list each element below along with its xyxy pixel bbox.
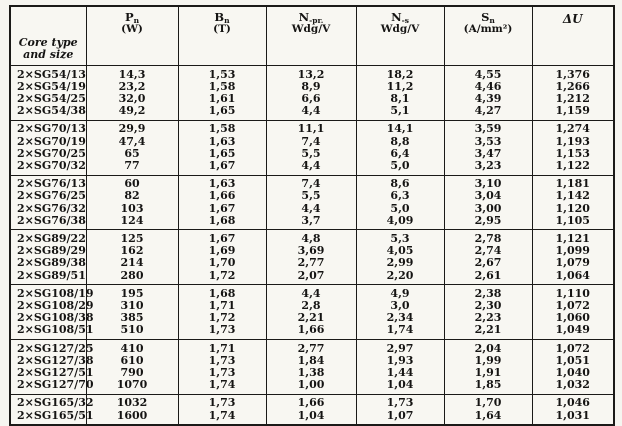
n-secondary-cell: 8,6 bbox=[356, 175, 444, 190]
n-secondary-cell: 1,93 bbox=[356, 355, 444, 367]
sn-cell: 1,85 bbox=[444, 379, 532, 394]
sn-cell: 2,30 bbox=[444, 300, 532, 312]
core-size: 108/19 bbox=[51, 286, 94, 300]
bn-cell: 1,65 bbox=[178, 148, 266, 160]
bn-cell: 1,63 bbox=[178, 136, 266, 148]
delta-u-cell: 1,193 bbox=[532, 136, 614, 148]
core-prefix: 2×SG bbox=[17, 146, 52, 160]
table-row bbox=[10, 230, 614, 245]
n-secondary-cell: 1,44 bbox=[356, 367, 444, 379]
delta-u-cell: 1,121 bbox=[532, 230, 614, 245]
core-type-cell bbox=[10, 105, 86, 120]
bn-cell: 1,73 bbox=[178, 367, 266, 379]
core-type-cell bbox=[10, 190, 86, 202]
core-size: 89/29 bbox=[51, 244, 86, 258]
pn-cell: 124 bbox=[86, 215, 178, 230]
n-secondary-cell: 2,99 bbox=[356, 257, 444, 269]
n-primary-cell: 1,38 bbox=[266, 367, 356, 379]
n-secondary-cell: 5,0 bbox=[356, 160, 444, 175]
sn-cell: 1,91 bbox=[444, 367, 532, 379]
core-size-group bbox=[10, 230, 614, 285]
core-size: 89/22 bbox=[51, 231, 86, 245]
core-prefix: 2×SG bbox=[17, 378, 52, 392]
core-prefix: 2×SG bbox=[17, 286, 52, 300]
bn-cell: 1,67 bbox=[178, 203, 266, 215]
core-prefix: 2×SG bbox=[17, 134, 52, 148]
core-prefix: 2×SG bbox=[17, 67, 52, 81]
n-primary-cell: 1,00 bbox=[266, 379, 356, 394]
bn-cell: 1,73 bbox=[178, 324, 266, 339]
n-secondary-cell: 3,0 bbox=[356, 300, 444, 312]
core-size: 76/32 bbox=[51, 201, 86, 215]
n-secondary-cell: 4,9 bbox=[356, 285, 444, 300]
header-row bbox=[10, 6, 614, 66]
sn-cell: 3,23 bbox=[444, 160, 532, 175]
table-row bbox=[10, 190, 614, 202]
core-prefix: 2×SG bbox=[17, 365, 52, 379]
sn-cell: 4,46 bbox=[444, 81, 532, 93]
n-secondary-cell: 6,4 bbox=[356, 148, 444, 160]
n-primary-cell: 5,5 bbox=[266, 190, 356, 202]
delta-u-cell: 1,120 bbox=[532, 203, 614, 215]
pn-cell: 410 bbox=[86, 340, 178, 355]
core-prefix: 2×SG bbox=[17, 256, 52, 270]
core-type-cell bbox=[10, 257, 86, 269]
core-prefix: 2×SG bbox=[17, 189, 52, 203]
core-type-cell bbox=[10, 120, 86, 135]
pn-cell: 510 bbox=[86, 324, 178, 339]
sn-cell: 3,04 bbox=[444, 190, 532, 202]
delta-u-cell: 1,266 bbox=[532, 81, 614, 93]
core-prefix: 2×SG bbox=[17, 201, 52, 215]
n-secondary-cell: 1,07 bbox=[356, 410, 444, 426]
core-prefix: 2×SG bbox=[17, 408, 52, 422]
sn-cell: 4,39 bbox=[444, 93, 532, 105]
core-table bbox=[9, 5, 615, 426]
core-prefix: 2×SG bbox=[17, 231, 52, 245]
core-size-group bbox=[10, 66, 614, 121]
table-row bbox=[10, 215, 614, 230]
pn-cell: 14,3 bbox=[86, 66, 178, 81]
pn-cell: 49,2 bbox=[86, 105, 178, 120]
n-secondary-cell: 14,1 bbox=[356, 120, 444, 135]
core-size: 165/51 bbox=[51, 408, 94, 422]
sn-cell: 2,21 bbox=[444, 324, 532, 339]
core-size: 127/38 bbox=[51, 353, 94, 367]
table-row bbox=[10, 257, 614, 269]
sn-cell: 2,78 bbox=[444, 230, 532, 245]
header-n-primary: $N_{-pr.}$ Wdg/V bbox=[266, 6, 356, 66]
core-prefix: 2×SG bbox=[17, 268, 52, 282]
n-secondary-cell: 5,3 bbox=[356, 230, 444, 245]
core-size: 76/38 bbox=[51, 213, 86, 227]
n-primary-cell: 2,07 bbox=[266, 270, 356, 285]
core-prefix: 2×SG bbox=[17, 91, 52, 105]
core-size: 165/32 bbox=[51, 396, 94, 410]
n-secondary-cell: 8,1 bbox=[356, 93, 444, 105]
delta-u-cell: 1,032 bbox=[532, 379, 614, 394]
sn-cell: 3,10 bbox=[444, 175, 532, 190]
n-secondary-cell: 11,2 bbox=[356, 81, 444, 93]
core-type-cell bbox=[10, 323, 94, 339]
n-primary-cell: 6,6 bbox=[266, 93, 356, 105]
pn-cell: 310 bbox=[86, 300, 178, 312]
core-type-cell bbox=[10, 160, 86, 175]
core-size: 127/25 bbox=[51, 341, 94, 355]
n-secondary-cell: 4,05 bbox=[356, 245, 444, 257]
pn-cell: 162 bbox=[86, 245, 178, 257]
core-type-cell bbox=[10, 340, 94, 355]
n-primary-cell: 8,9 bbox=[266, 81, 356, 93]
pn-cell: 790 bbox=[86, 367, 178, 379]
pn-cell: 1032 bbox=[86, 394, 178, 409]
sn-cell: 1,64 bbox=[444, 410, 532, 426]
delta-u-cell: 1,099 bbox=[532, 245, 614, 257]
table-row bbox=[10, 120, 614, 135]
n-primary-cell: 7,4 bbox=[266, 136, 356, 148]
n-primary-cell: 1,84 bbox=[266, 355, 356, 367]
sn-cell: 3,53 bbox=[444, 136, 532, 148]
delta-u-cell: 1,049 bbox=[532, 324, 614, 339]
core-prefix: 2×SG bbox=[17, 311, 52, 325]
pn-cell: 65 bbox=[86, 148, 178, 160]
n-secondary-cell: 4,09 bbox=[356, 215, 444, 230]
n-primary-cell: 4,8 bbox=[266, 230, 356, 245]
pn-cell: 82 bbox=[86, 190, 178, 202]
core-type-cell bbox=[10, 378, 94, 394]
core-size: 70/19 bbox=[51, 134, 86, 148]
core-size: 127/70 bbox=[51, 378, 94, 392]
bn-cell: 1,69 bbox=[178, 245, 266, 257]
pn-cell: 29,9 bbox=[86, 120, 178, 135]
pn-cell: 1070 bbox=[86, 379, 178, 394]
bn-cell: 1,63 bbox=[178, 175, 266, 190]
pn-cell: 1600 bbox=[86, 410, 178, 426]
delta-u-cell: 1,105 bbox=[532, 215, 614, 230]
delta-u-cell: 1,142 bbox=[532, 190, 614, 202]
core-type-cell bbox=[10, 215, 86, 230]
delta-u-cell: 1,051 bbox=[532, 355, 614, 367]
core-size-group bbox=[10, 175, 614, 230]
header-pn: $P_n$ (W) bbox=[86, 6, 178, 66]
bn-cell: 1,67 bbox=[178, 160, 266, 175]
n-primary-cell: 4,4 bbox=[266, 105, 356, 120]
delta-u-cell: 1,031 bbox=[532, 410, 614, 426]
bn-cell: 1,61 bbox=[178, 93, 266, 105]
table-row bbox=[10, 324, 614, 339]
core-type-cell bbox=[10, 175, 86, 190]
core-prefix: 2×SG bbox=[17, 298, 52, 312]
n-secondary-cell: 6,3 bbox=[356, 190, 444, 202]
n-secondary-cell: 1,04 bbox=[356, 379, 444, 394]
core-prefix: 2×SG bbox=[17, 396, 52, 410]
n-primary-cell: 4,4 bbox=[266, 160, 356, 175]
n-secondary-cell: 1,74 bbox=[356, 324, 444, 339]
sn-cell: 2,38 bbox=[444, 285, 532, 300]
core-size: 108/29 bbox=[51, 298, 94, 312]
n-primary-cell: 13,2 bbox=[266, 66, 356, 81]
bn-cell: 1,68 bbox=[178, 285, 266, 300]
sn-cell: 2,67 bbox=[444, 257, 532, 269]
delta-u-cell: 1,072 bbox=[532, 340, 614, 355]
core-size-group bbox=[10, 120, 614, 175]
core-type-cell bbox=[10, 270, 86, 285]
core-prefix: 2×SG bbox=[17, 323, 52, 337]
pn-cell: 214 bbox=[86, 257, 178, 269]
core-prefix: 2×SG bbox=[17, 158, 52, 172]
sn-cell: 2,04 bbox=[444, 340, 532, 355]
delta-u-cell: 1,181 bbox=[532, 175, 614, 190]
bn-cell: 1,67 bbox=[178, 230, 266, 245]
sn-cell: 2,61 bbox=[444, 270, 532, 285]
core-size-group bbox=[10, 340, 614, 395]
core-size: 54/13 bbox=[51, 67, 86, 81]
core-size: 70/25 bbox=[51, 146, 86, 160]
table-row bbox=[10, 270, 614, 285]
table-row bbox=[10, 66, 614, 81]
table-row bbox=[10, 160, 614, 175]
n-secondary-cell: 2,34 bbox=[356, 312, 444, 324]
delta-u-cell: 1,046 bbox=[532, 394, 614, 409]
core-size: 127/51 bbox=[51, 365, 94, 379]
header-core-type-line1: Core type bbox=[18, 36, 78, 49]
bn-cell: 1,71 bbox=[178, 340, 266, 355]
table-row bbox=[10, 410, 614, 426]
n-primary-cell: 1,66 bbox=[266, 324, 356, 339]
pn-cell: 47,4 bbox=[86, 136, 178, 148]
core-size: 76/25 bbox=[51, 189, 86, 203]
n-primary-cell: 4,4 bbox=[266, 285, 356, 300]
table-row bbox=[10, 203, 614, 215]
table-row bbox=[10, 285, 614, 300]
sn-cell: 1,70 bbox=[444, 394, 532, 409]
core-prefix: 2×SG bbox=[17, 79, 52, 93]
n-secondary-cell: 2,97 bbox=[356, 340, 444, 355]
bn-cell: 1,65 bbox=[178, 105, 266, 120]
n-primary-cell: 11,1 bbox=[266, 120, 356, 135]
core-size: 89/51 bbox=[51, 268, 86, 282]
core-type-cell bbox=[10, 394, 94, 410]
sn-cell: 2,74 bbox=[444, 245, 532, 257]
core-prefix: 2×SG bbox=[17, 244, 52, 258]
core-size: 70/13 bbox=[51, 122, 86, 136]
core-prefix: 2×SG bbox=[17, 213, 52, 227]
delta-u-cell: 1,274 bbox=[532, 120, 614, 135]
n-primary-cell: 2,8 bbox=[266, 300, 356, 312]
header-core-type-line2: and size bbox=[23, 47, 74, 61]
bn-cell: 1,73 bbox=[178, 394, 266, 409]
pn-cell: 610 bbox=[86, 355, 178, 367]
header-sn: $S_n$ (A/mm²) bbox=[444, 6, 532, 66]
n-primary-cell: 2,77 bbox=[266, 257, 356, 269]
delta-u-cell: 1,122 bbox=[532, 160, 614, 175]
core-type-cell bbox=[10, 285, 94, 300]
core-size: 54/19 bbox=[51, 79, 86, 93]
delta-u-cell: 1,376 bbox=[532, 66, 614, 81]
table-row bbox=[10, 340, 614, 355]
header-n-secondary: $N_{-s}$ Wdg/V bbox=[356, 6, 444, 66]
bn-cell: 1,73 bbox=[178, 355, 266, 367]
header-delta-u: ΔU bbox=[532, 6, 614, 66]
pn-cell: 103 bbox=[86, 203, 178, 215]
sn-cell: 4,27 bbox=[444, 105, 532, 120]
delta-u-cell: 1,060 bbox=[532, 312, 614, 324]
bn-cell: 1,58 bbox=[178, 120, 266, 135]
core-type-cell bbox=[10, 136, 86, 148]
n-primary-cell: 1,04 bbox=[266, 410, 356, 426]
table-row bbox=[10, 136, 614, 148]
core-type-cell bbox=[10, 203, 86, 215]
delta-u-cell: 1,079 bbox=[532, 257, 614, 269]
core-size: 54/25 bbox=[51, 91, 86, 105]
bn-cell: 1,72 bbox=[178, 312, 266, 324]
core-prefix: 2×SG bbox=[17, 177, 52, 191]
core-type-cell bbox=[10, 408, 94, 426]
core-size: 108/51 bbox=[51, 323, 94, 337]
n-secondary-cell: 18,2 bbox=[356, 66, 444, 81]
sn-cell: 2,95 bbox=[444, 215, 532, 230]
delta-u-cell: 1,040 bbox=[532, 367, 614, 379]
n-secondary-cell: 5,1 bbox=[356, 105, 444, 120]
core-size-group bbox=[10, 285, 614, 340]
core-type-cell bbox=[10, 230, 86, 245]
bn-cell: 1,68 bbox=[178, 215, 266, 230]
pn-cell: 385 bbox=[86, 312, 178, 324]
delta-u-cell: 1,110 bbox=[532, 285, 614, 300]
table-row bbox=[10, 175, 614, 190]
bn-cell: 1,71 bbox=[178, 300, 266, 312]
delta-u-cell: 1,159 bbox=[532, 105, 614, 120]
delta-u-cell: 1,212 bbox=[532, 93, 614, 105]
n-secondary-cell: 8,8 bbox=[356, 136, 444, 148]
core-size: 89/38 bbox=[51, 256, 86, 270]
bn-cell: 1,74 bbox=[178, 410, 266, 426]
pn-cell: 23,2 bbox=[86, 81, 178, 93]
delta-u-cell: 1,064 bbox=[532, 270, 614, 285]
core-size: 108/38 bbox=[51, 311, 94, 325]
sn-cell: 2,23 bbox=[444, 312, 532, 324]
delta-u-cell: 1,153 bbox=[532, 148, 614, 160]
core-prefix: 2×SG bbox=[17, 104, 52, 118]
n-primary-cell: 5,5 bbox=[266, 148, 356, 160]
table-row bbox=[10, 394, 614, 409]
bn-cell: 1,74 bbox=[178, 379, 266, 394]
sn-cell: 1,99 bbox=[444, 355, 532, 367]
n-primary-cell: 3,69 bbox=[266, 245, 356, 257]
bn-cell: 1,72 bbox=[178, 270, 266, 285]
pn-cell: 32,0 bbox=[86, 93, 178, 105]
n-primary-cell: 2,21 bbox=[266, 312, 356, 324]
n-primary-cell: 1,66 bbox=[266, 394, 356, 409]
n-secondary-cell: 5,0 bbox=[356, 203, 444, 215]
n-primary-cell: 4,4 bbox=[266, 203, 356, 215]
table-header bbox=[10, 6, 614, 66]
header-core-type bbox=[10, 6, 86, 66]
core-prefix: 2×SG bbox=[17, 341, 52, 355]
table-row bbox=[10, 379, 614, 394]
core-prefix: 2×SG bbox=[17, 122, 52, 136]
pn-cell: 280 bbox=[86, 270, 178, 285]
delta-u-cell: 1,072 bbox=[532, 300, 614, 312]
pn-cell: 60 bbox=[86, 175, 178, 190]
core-size: 76/13 bbox=[51, 177, 86, 191]
sn-cell: 3,59 bbox=[444, 120, 532, 135]
core-size-group bbox=[10, 394, 614, 425]
n-secondary-cell: 1,73 bbox=[356, 394, 444, 409]
n-primary-cell: 3,7 bbox=[266, 215, 356, 230]
n-secondary-cell: 2,20 bbox=[356, 270, 444, 285]
bn-cell: 1,66 bbox=[178, 190, 266, 202]
table-row bbox=[10, 105, 614, 120]
bn-cell: 1,58 bbox=[178, 81, 266, 93]
header-bn: $B_n$ (T) bbox=[178, 6, 266, 66]
sn-cell: 3,47 bbox=[444, 148, 532, 160]
n-primary-cell: 2,77 bbox=[266, 340, 356, 355]
bn-cell: 1,70 bbox=[178, 257, 266, 269]
bn-cell: 1,53 bbox=[178, 66, 266, 81]
n-primary-cell: 7,4 bbox=[266, 175, 356, 190]
pn-cell: 195 bbox=[86, 285, 178, 300]
core-prefix: 2×SG bbox=[17, 353, 52, 367]
core-size: 54/38 bbox=[51, 104, 86, 118]
pn-cell: 125 bbox=[86, 230, 178, 245]
sn-cell: 4,55 bbox=[444, 66, 532, 81]
pn-cell: 77 bbox=[86, 160, 178, 175]
core-size: 70/32 bbox=[51, 158, 86, 172]
core-type-cell bbox=[10, 66, 86, 81]
sn-cell: 3,00 bbox=[444, 203, 532, 215]
